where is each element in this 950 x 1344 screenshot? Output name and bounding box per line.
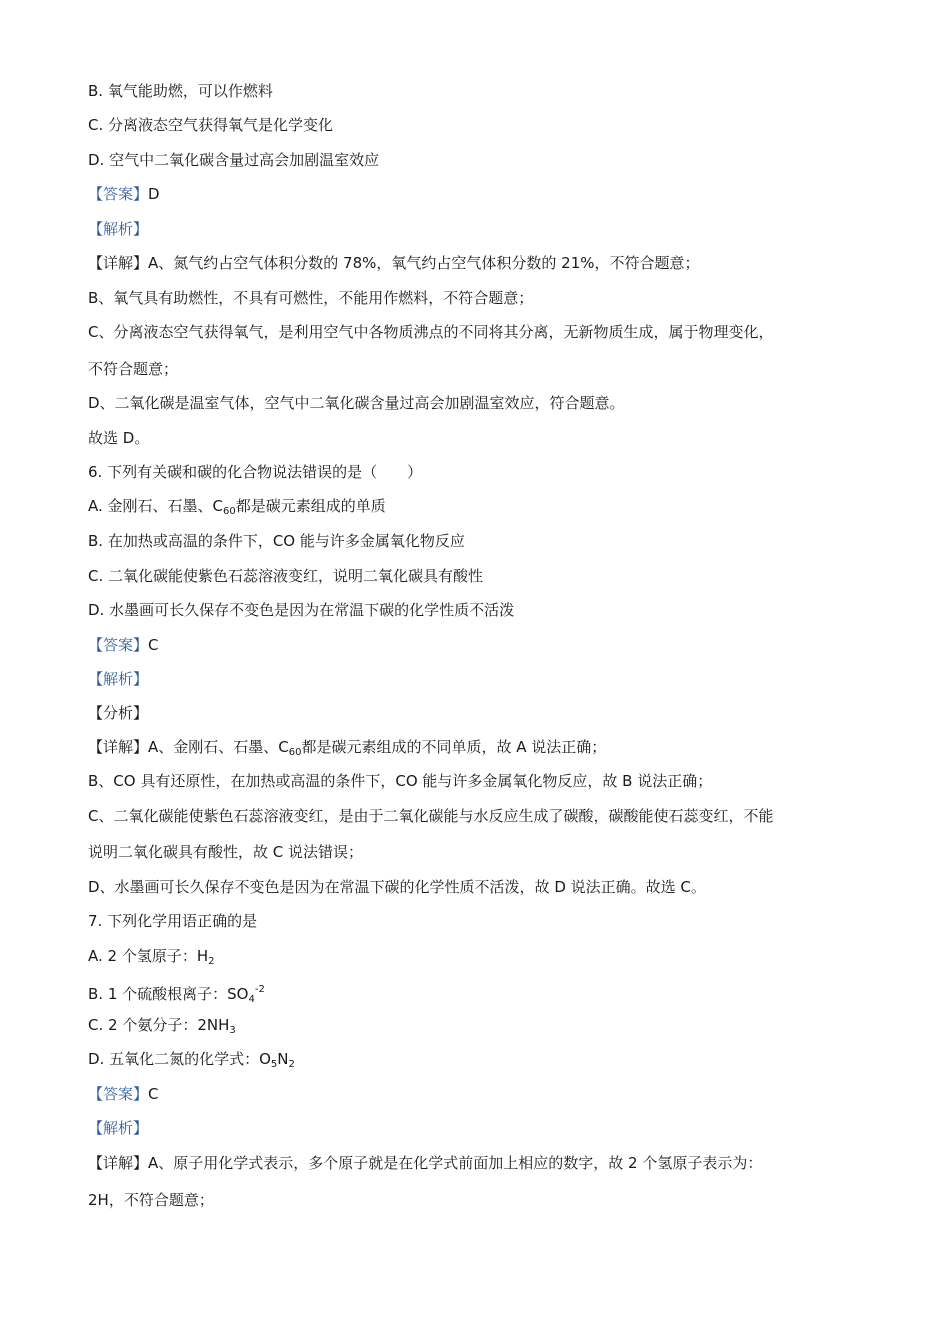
answer-value: C [148, 636, 159, 654]
q6-detail-c-2: 说明二氧化碳具有酸性，故 C 说法错误； [88, 843, 364, 861]
q6-option-b: B. 在加热或高温的条件下，CO 能与许多金属氧化物反应 [88, 532, 465, 550]
q7-option-c: C. 2 个氨分子：$2NH_3$ [88, 1016, 236, 1036]
q5-answer [88, 184, 160, 204]
q6-detail-a: 【详解】A、金刚石、石墨、$C_{60}$都是碳元素组成的不同单质，故 A 说法正确； [88, 738, 607, 758]
q5-option-d: D. 空气中二氧化碳含量过高会加剧温室效应 [88, 151, 380, 169]
q7-option-d: D. 五氧化二氮的化学式：$O_5N_2$ [88, 1050, 295, 1070]
q6-detail-d: D、水墨画可长久保存不变色是因为在常温下碳的化学性质不活泼，故 D 说法正确。故选 C。 [88, 878, 706, 896]
answer-value: D [148, 185, 160, 203]
detail-label: 【详解】 [88, 254, 149, 272]
q5-detail-a: 【详解】A、氮气约占空气体积分数的 78%，氧气约占空气体积分数的 21%，不符合题意； [88, 254, 700, 272]
q5-detail-c-1: C、分离液态空气获得氧气，是利用空气中各物质沸点的不同将其分离，无新物质生成，属于物理变化， [88, 323, 774, 341]
q6-stem: 6. 下列有关碳和碳的化合物说法错误的是（ ） [88, 463, 423, 481]
q6-detail-b: B、CO 具有还原性，在加热或高温的条件下，CO 能与许多金属氧化物反应，故 B 说法正确； [88, 772, 713, 790]
answer-value: C [148, 1085, 159, 1103]
q6-answer [88, 635, 159, 655]
q6-option-c: C. 二氧化碳能使紫色石蕊溶液变红，说明二氧化碳具有酸性 [88, 567, 484, 585]
q6-option-a: A. 金刚石、石墨、$C_{60}$都是碳元素组成的单质 [88, 497, 386, 517]
q6-analysis-label: 【解析】 [88, 670, 149, 688]
q5-detail-c-2: 不符合题意； [88, 360, 179, 378]
q7-stem: 7. 下列化学用语正确的是 [88, 912, 258, 930]
q5-conclusion: 故选 D。 [88, 429, 150, 447]
q7-analysis-label: 【解析】 [88, 1119, 149, 1137]
q6-option-d: D. 水墨画可长久保存不变色是因为在常温下碳的化学性质不活泼 [88, 601, 515, 619]
q5-detail-d: D、二氧化碳是温室气体，空气中二氧化碳含量过高会加剧温室效应，符合题意。 [88, 394, 625, 412]
q7-detail-a-2: 2H，不符合题意； [88, 1191, 214, 1209]
q7-answer [88, 1084, 159, 1104]
q6-fenxi-label: 【分析】 [88, 704, 149, 722]
q7-detail-a-1: 【详解】A、原子用化学式表示，多个原子就是在化学式前面加上相应的数字，故 2 个氢原子表示为： [88, 1154, 763, 1172]
answer-label: 【答案】 [88, 636, 149, 654]
q6-detail-c-1: C、二氧化碳能使紫色石蕊溶液变红，是由于二氧化碳能与水反应生成了碳酸，碳酸能使石蕊变红，不能 [88, 807, 774, 825]
q5-detail-b: B、氧气具有助燃性，不具有可燃性，不能用作燃料，不符合题意； [88, 289, 534, 307]
q5-analysis-label: 【解析】 [88, 220, 149, 238]
answer-label: 【答案】 [88, 1085, 149, 1103]
detail-label: 【详解】 [88, 1154, 149, 1172]
q5-option-b: B. 氧气能助燃，可以作燃料 [88, 82, 273, 100]
answer-label: 【答案】 [88, 185, 149, 203]
detail-label: 【详解】 [88, 738, 149, 756]
q7-option-a: A. 2 个氢原子：$H_2$ [88, 947, 215, 967]
q5-option-c: C. 分离液态空气获得氧气是化学变化 [88, 116, 334, 134]
q7-option-b: B. 1 个硫酸根离子：$SO_4^{-2}$ [88, 984, 265, 1005]
